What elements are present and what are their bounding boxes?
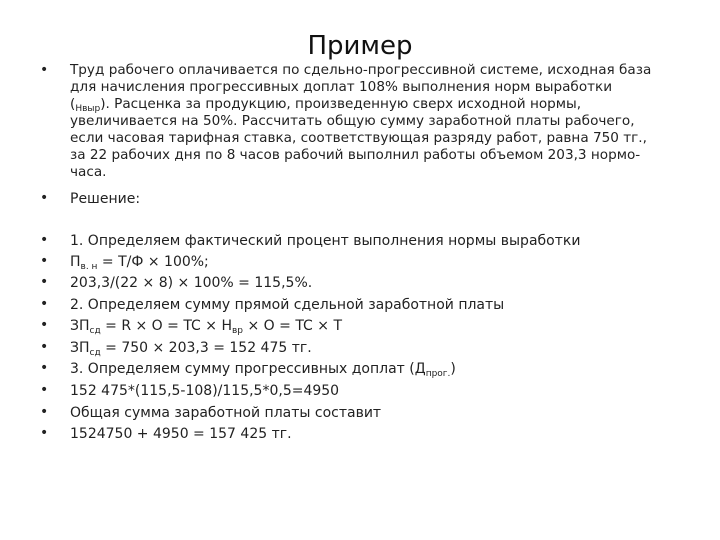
calc3-text: 152 475*(115,5-108)/115,5*0,5=4950 xyxy=(70,383,340,399)
bullet-marker: • xyxy=(40,404,49,420)
bullet-marker: • xyxy=(40,190,49,206)
bullet-marker: • xyxy=(40,62,49,78)
formula1-text: $П_{в. н} = Т/Ф \times 100\%$; xyxy=(70,254,209,272)
problem-text: Труд рабочего оплачивается по сдельно-прогрессивной системе, исходная база для начисления прогрессивных доплат 108% выполнения норм выработки $(_{Нвыр})$. Расценка за продукцию, произведенную сверх исходной нормы, увеличивается на 50%. Рассчитать общую сумму заработной платы рабочего, если часовая тарифная ставка, соответствующая разряду работ, равна 750 тг., за 22 рабочих дня по 8 часов рабочий выполнил работы объемом 203,3 нормо-часа. xyxy=(70,62,652,180)
total-calc-text: 1524750 + 4950 = 157 425 тг. xyxy=(70,426,292,442)
bullet-marker: • xyxy=(40,253,49,269)
bullet-marker: • xyxy=(40,339,49,355)
bullet-marker: • xyxy=(40,382,49,398)
bullet-marker: • xyxy=(40,296,49,312)
solution-label: Решение: xyxy=(70,191,141,207)
bullet-marker: • xyxy=(40,274,49,290)
calc2-text: $ЗП_{сд} = 750 \times 203,3 = 152$ 475 тг. xyxy=(70,340,312,358)
bullet-marker: • xyxy=(40,232,49,248)
bullet-marker: • xyxy=(40,360,49,376)
bullet-marker: • xyxy=(40,317,49,333)
formula2-text: $ЗП_{сд} = R \times O$ = TC × $H_{вр} \times O$ = TC × T xyxy=(70,318,343,336)
total-label-text: Общая сумма заработной платы составит xyxy=(70,405,382,421)
bullet-marker: • xyxy=(40,425,49,441)
calc1-text: 203,3/(22 × 8) × 100% = 115,5%. xyxy=(70,275,313,291)
step2-text: 2. Определяем сумму прямой сдельной заработной платы xyxy=(70,297,505,313)
step1-text: 1. Определяем фактический процент выполнения нормы выработки xyxy=(70,233,581,249)
step3-text: 3. Определяем сумму прогрессивных доплат $(Д_{прог.})$ xyxy=(70,361,456,379)
slide-title: Пример xyxy=(307,31,413,61)
